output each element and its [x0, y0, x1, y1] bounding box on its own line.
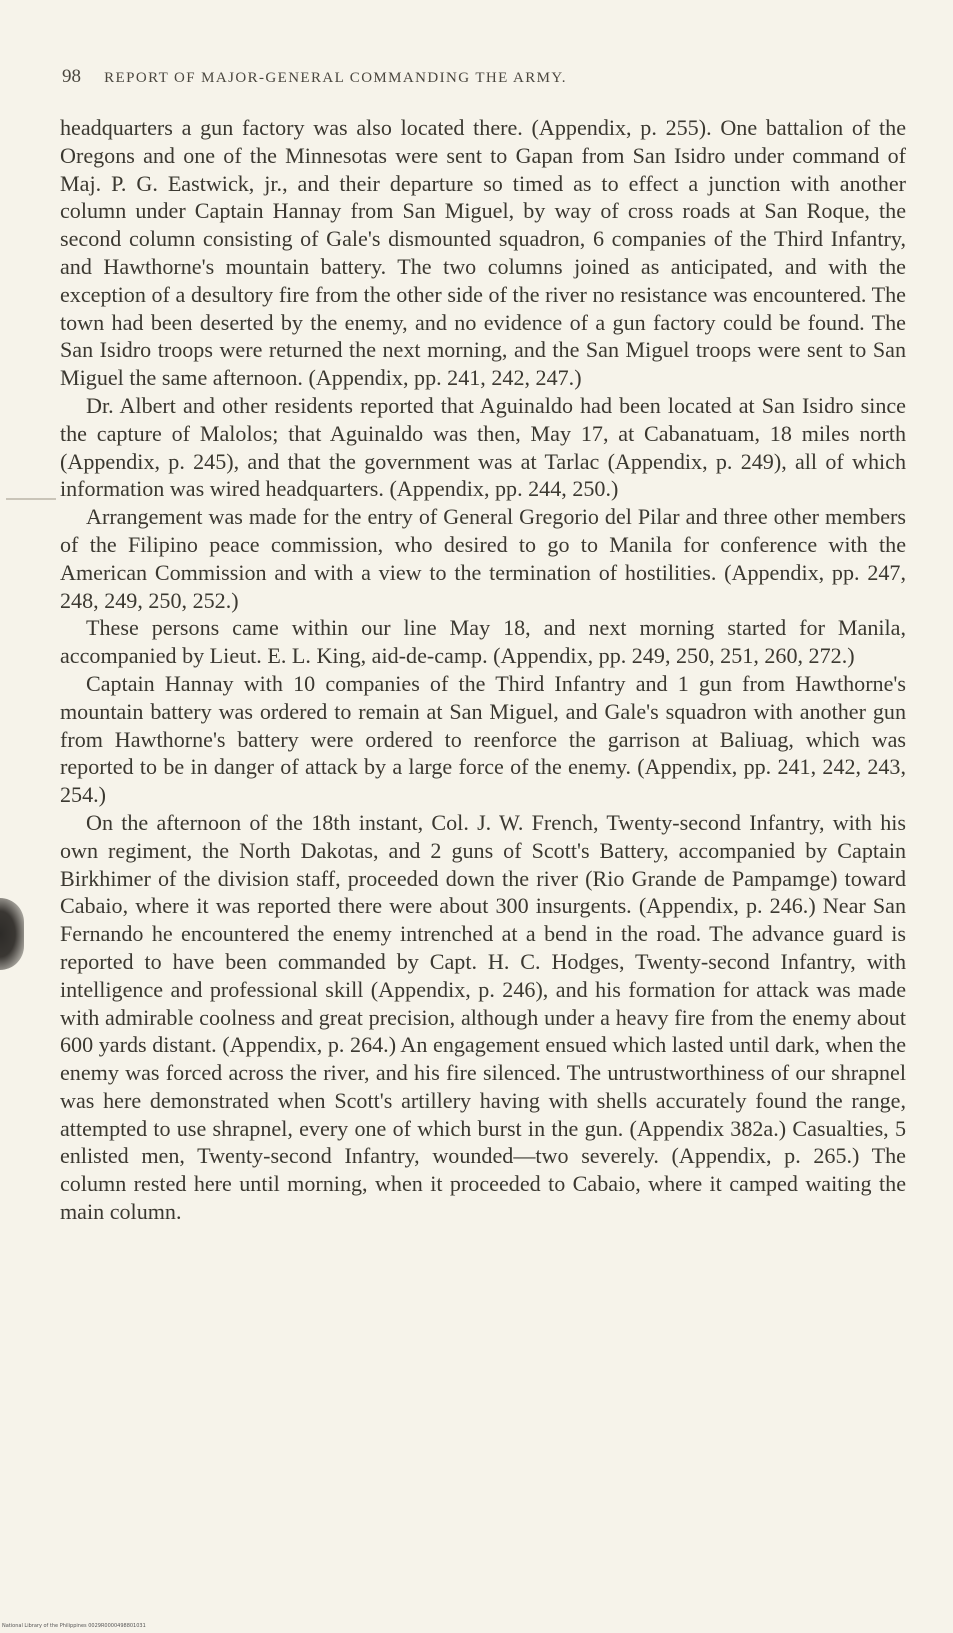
margin-mark: [6, 498, 56, 500]
page-number: 98: [62, 66, 81, 87]
paragraph: Captain Hannay with 10 companies of the Third Infantry and 1 gun from Hawthorne's mountain battery was ordered to remain at San Miguel, and Gale's squadron with another gun from Hawthorne's battery were ordered to reenforce the garrison at Baliuag, which was reported to be in danger of attack by a large force of the enemy. (Appendix, pp. 241, 242, 243, 254.): [60, 670, 906, 808]
running-header: [62, 66, 902, 88]
paragraph: On the afternoon of the 18th instant, Col. J. W. French, Twenty-second Infantry, with his own regiment, the North Dakotas, and 2 guns of Scott's Battery, accompanied by Captain Birkhimer of the division staff, proceeded down the river (Rio Grande de Pampamge) toward Cabaio, where it was reported there were about 300 insurgents. (Appendix, p. 246.) Near San Fernando he encountered the enemy intrenched at a bend in the road. The advance guard is reported to have been commanded by Capt. H. C. Hodges, Twenty-second Infantry, with intelligence and professional skill (Appendix, p. 246), and his formation for attack was made with admirable coolness and great precision, although under a heavy fire from the enemy about 600 yards distant. (Appendix, p. 264.) An engagement ensued which lasted until dark, when the enemy was forced across the river, and his fire silenced. The untrustworthiness of our shrapnel was here demonstrated when Scott's artillery having with shells accurately found the range, attempted to use shrapnel, every one of which burst in the gun. (Appendix 382a.) Casualties, 5 enlisted men, Twenty-second Infantry, wounded—two severely. (Appendix, p. 265.) The column rested here until morning, when it proceeded to Cabaio, where it camped waiting the main column.: [60, 809, 906, 1225]
scan-footer: National Library of the Philippines 0029R0000498801031: [2, 1623, 146, 1629]
binding-shadow: [0, 898, 24, 970]
paragraph: These persons came within our line May 18, and next morning started for Manila, accompanied by Lieut. E. L. King, aid-de-camp. (Appendix, pp. 249, 250, 251, 260, 272.): [60, 615, 906, 669]
paragraph: Dr. Albert and other residents reported that Aguinaldo had been located at San Isidro since the capture of Malolos; that Aguinaldo was then, May 17, at Cabanatuam, 18 miles north (Appendix, p. 245), and that the government was at Tarlac (Appendix, p. 249), all of which information was wired headquarters. (Appendix, pp. 244, 250.): [60, 392, 906, 502]
paragraph: headquarters a gun factory was also located there. (Appendix, p. 255). One battalion of the Oregons and one of the Minnesotas were sent to Gapan from San Isidro under command of Maj. P. G. Eastwick, jr., and their departure so timed as to effect a junction with another column under Captain Hannay from San Miguel, by way of cross roads at San Roque, the second column consisting of Gale's dismounted squadron, 6 companies of the Third Infantry, and Hawthorne's mountain battery. The two columns joined as anticipated, and with the exception of a desultory fire from the other side of the river no resistance was encountered. The town had been deserted by the enemy, and no evidence of a gun factory could be found. The San Isidro troops were returned the next morning, and the San Miguel troops were sent to San Miguel the same afternoon. (Appendix, pp. 241, 242, 247.): [60, 115, 906, 391]
body-text: [60, 114, 906, 1226]
running-title: REPORT OF MAJOR-GENERAL COMMANDING THE ARMY.: [104, 70, 567, 86]
paragraph: Arrangement was made for the entry of General Gregorio del Pilar and three other members of the Filipino peace commission, who desired to go to Manila for conference with the American Commission and with a view to the termination of hostilities. (Appendix, pp. 247, 248, 249, 250, 252.): [60, 504, 906, 613]
